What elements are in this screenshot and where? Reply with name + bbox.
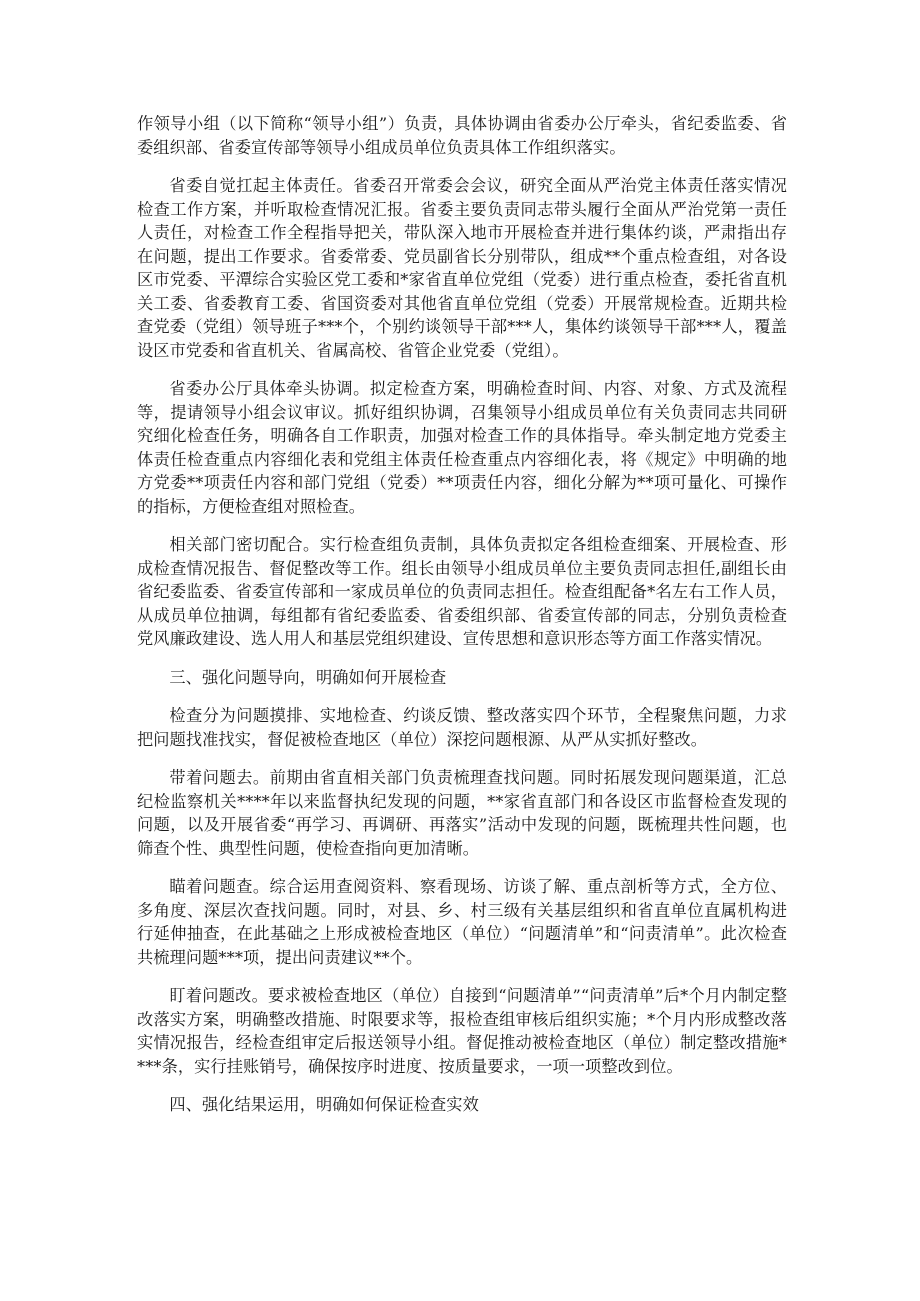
section-heading-three: 三、强化问题导向，明确如何开展检查 bbox=[169, 667, 447, 687]
paragraph-general-office-coordination: 省委办公厅具体牵头协调。拟定检查方案，明确检查时间、内容、对象、方式及流程等，提请领导小组会议审议。抓好组织协调，召集领导小组成员单位有关负责同志共同研究细化检查任务，明确各自工作职责，加强对检查工作的具体指导。牵头制定地方党委主体责任检查重点内容细化表和党组主体责任检查重点内容细化表，将《规定》中明确的地方党委**项责任内容和部门党组（党委）**项责任内容，细化分解为**项可量化、可操作的指标，方便检查组对照检查。 bbox=[137, 379, 787, 516]
document-page bbox=[137, 112, 787, 1132]
paragraph-departments-cooperation: 相关部门密切配合。实行检查组负责制，具体负责拟定各组检查细案、开展检查、形成检查情况报告、督促整改等工作。组长由领导小组成员单位主要负责同志担任,副组长由省纪委监委、省委宣传部和一家成员单位的负责同志担任。检查组配备*名左右工作人员，从成员单位抽调，每组都有省纪委监委、省委组织部、省委宣传部的同志，分别负责检查党风廉政建设、选人用人和基层党组织建设、宣传思想和意识形态等方面工作落实情况。 bbox=[137, 535, 787, 648]
paragraph-continuation: 作领导小组（以下简称“领导小组”）负责，具体协调由省委办公厅牵头，省纪委监委、省委组织部、省委宣传部等领导小组成员单位负责具体工作组织落实。 bbox=[137, 114, 787, 157]
paragraph-fix-problems: 盯着问题改。要求被检查地区（单位）自接到“问题清单”“问责清单”后*个月内制定整改落实方案，明确整改措施、时限要求等，报检查组审核后组织实施；*个月内形成整改落实情况报告，经检查组审定后报送领导小组。督促推动被检查地区（单位）制定整改措施****条，实行挂账销号，确保按序时进度、按质量要求，一项一项整改到位。 bbox=[137, 986, 787, 1076]
paragraph-bring-problems: 带着问题去。前期由省直相关部门负责梳理查找问题。同时拓展发现问题渠道，汇总纪检监察机关****年以来监督执纪发现的问题，**家省直部门和各设区市监督检查发现的问题，以及开展省委“再学习、再调研、再落实”活动中发现的问题，既梳理共性问题，也筛查个性、典型性问题，使检查指向更加清晰。 bbox=[137, 768, 787, 858]
section-heading-four: 四、强化结果运用，明确如何保证检查实效 bbox=[169, 1095, 479, 1114]
paragraph-inspection-stages: 检查分为问题摸排、实地检查、约谈反馈、整改落实四个环节，全程聚焦问题，力求把问题找准找实，督促被检查地区（单位）深挖问题根源、从严从实抓好整改。 bbox=[137, 706, 787, 749]
paragraph-provincial-committee-responsibility: 省委自觉扛起主体责任。省委召开常委会会议，研究全面从严治党主体责任落实情况检查工作方案，并听取检查情况汇报。省委主要负责同志带头履行全面从严治党第一责任人责任，对检查工作全程指导把关，带队深入地市开展检查并进行集体约谈，严肃指出存在问题，提出工作要求。省委常委、党员副省长分别带队，组成**个重点检查组，对各设区市党委、平潭综合实验区党工委和*家省直单位党组（党委）进行重点检查，委托省直机关工委、省委教育工委、省国资委对其他省直单位党组（党委）开展常规检查。近期共检查党委（党组）领导班子***个，个别约谈领导干部***人，集体约谈领导干部***人，覆盖设区市党委和省直机关、省属高校、省管企业党委（党组）。 bbox=[137, 176, 787, 360]
paragraph-target-problems: 瞄着问题查。综合运用查阅资料、察看现场、访谈了解、重点剖析等方式，全方位、多角度、深层次查找问题。同时，对县、乡、村三级有关基层组织和省直单位直属机构进行延伸抽查，在此基础之上形成被检查地区（单位）“问题清单”和“问责清单”。此次检查共梳理问题***项，提出问责建议**个。 bbox=[137, 877, 787, 967]
